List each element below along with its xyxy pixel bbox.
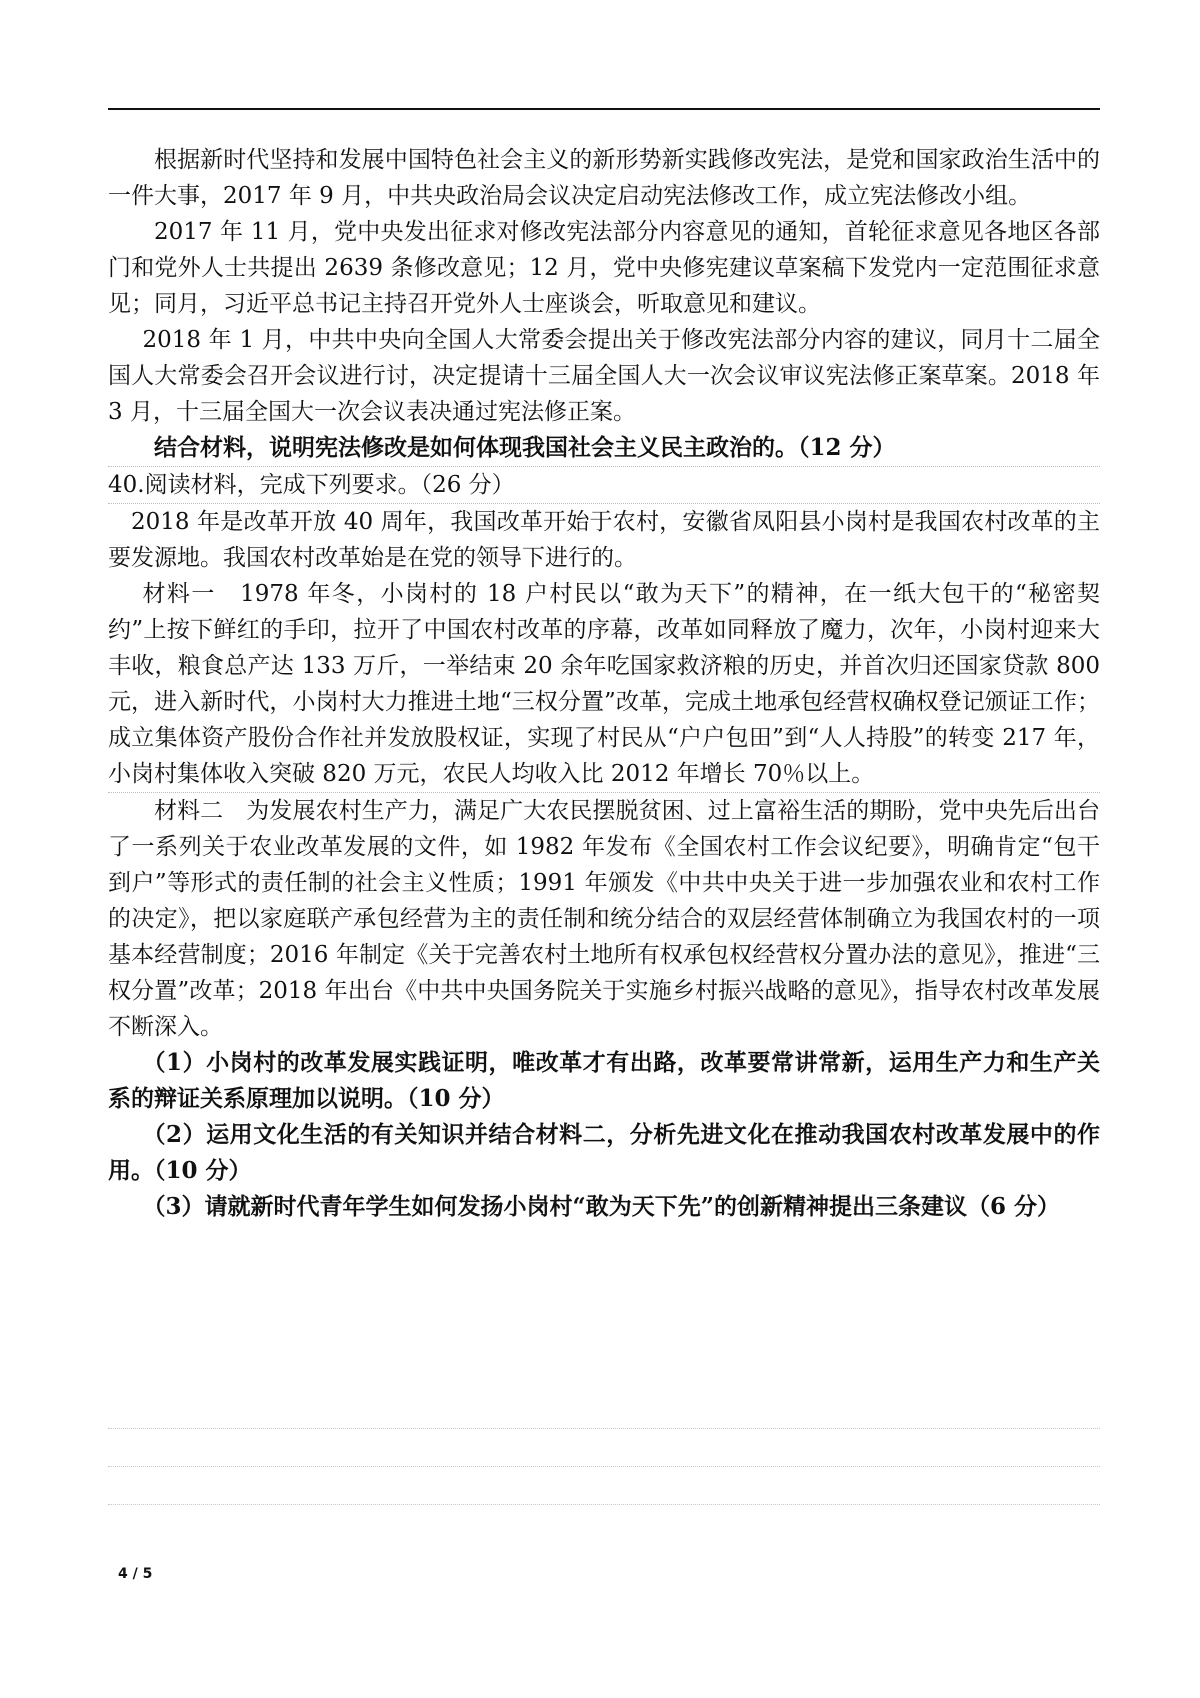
answer-line xyxy=(108,1466,1100,1467)
answer-line xyxy=(108,1504,1100,1505)
page-number: 4 / 5 xyxy=(118,1566,153,1582)
exam-content xyxy=(108,142,1100,1225)
material-paragraph-3: 2018 年 1 月，中共中央向全国人大常委会提出关于修改宪法部分内容的建议，同月十二届全国人大常委会召开会议进行讨，决定提请十三届全国人大一次会议审议宪法修正案草案。2018 年 3 月，十三届全国大一次会议表决通过宪法修正案。 xyxy=(108,327,1100,425)
sub-question-2: （2）运用文化生活的有关知识并结合材料二，分析先进文化在推动我国农村改革发展中的作用。（10 分） xyxy=(108,1121,1100,1184)
answer-line xyxy=(108,1428,1100,1429)
material-two: 材料二 为发展农村生产力，满足广大农民摆脱贫困、过上富裕生活的期盼，党中央先后出台了一系列关于农业改革发展的文件，如 1982 年发布《全国农村工作会议纪要》，明确肯定“包干到户”等形式的责任制的社会主义性质；1991 年颁发《中共中央关于进一步加强农业和农村工作的决定》，把以家庭联产承包经营为主的责任制和统分结合的双层经营体制确立为我国农村的一项基本经营制度；2016 年制定《关于完善农村土地所有权承包权经营权分置办法的意见》，推进“三权分置”改革；2018 年出台《中共中央国务院关于实施乡村振兴战略的意见》，指导农村改革发展不断深入。 xyxy=(108,798,1100,1040)
question-40-intro: 2018 年是改革开放 40 周年，我国改革开始于农村，安徽省凤阳县小岗村是我国农村改革的主要发源地。我国农村改革始是在党的领导下进行的。 xyxy=(108,509,1100,571)
material-paragraph-2: 2017 年 11 月，党中央发出征求对修改宪法部分内容意见的通知，首轮征求意见各地区各部门和党外人士共提出 2639 条修改意见；12 月，党中央修宪建议草案稿下发党内一定范围征求意见；同月，习近平总书记主持召开党外人士座谈会，听取意见和建议。 xyxy=(108,219,1100,317)
question-40-title: 40.阅读材料，完成下列要求。（26 分） xyxy=(108,467,1100,504)
sub-question-3: （3）请就新时代青年学生如何发扬小岗村“敢为天下先”的创新精神提出三条建议（6 分） xyxy=(142,1193,1060,1220)
material-one: 材料一 1978 年冬，小岗村的 18 户村民以“敢为天下”的精神，在一纸大包干的“秘密契约”上按下鲜红的手印，拉开了中国农村改革的序幕，改革如同释放了魔力，次年，小岗村迎来大丰收，粮食总产达 133 万斤，一举结束 20 余年吃国家救济粮的历史，并首次归还国家贷款 800 元，进入新时代，小岗村大力推进土地“三权分置”改革，完成土地承包经营权确权登记颁证工作；成立集体资产股份合作社并发放股权证，实现了村民从“户户包田”到“人人持股”的转变 217 年，小岗村集体收入突破 820 万元，农民人均收入比 2012 年增长 70％以上。 xyxy=(108,576,1100,793)
material-paragraph-1: 根据新时代坚持和发展中国特色社会主义的新形势新实践修改宪法，是党和国家政治生活中的一件大事，2017 年 9 月，中共央政治局会议决定启动宪法修改工作，成立宪法修改小组。 xyxy=(108,147,1100,209)
sub-question-1: （1）小岗村的改革发展实践证明，唯改革才有出路，改革要常讲常新，运用生产力和生产关系的辩证关系原理加以说明。（10 分） xyxy=(108,1049,1100,1112)
header-rule xyxy=(108,108,1100,110)
question-39-prompt: 结合材料，说明宪法修改是如何体现我国社会主义民主政治的。（12 分） xyxy=(108,430,1100,467)
